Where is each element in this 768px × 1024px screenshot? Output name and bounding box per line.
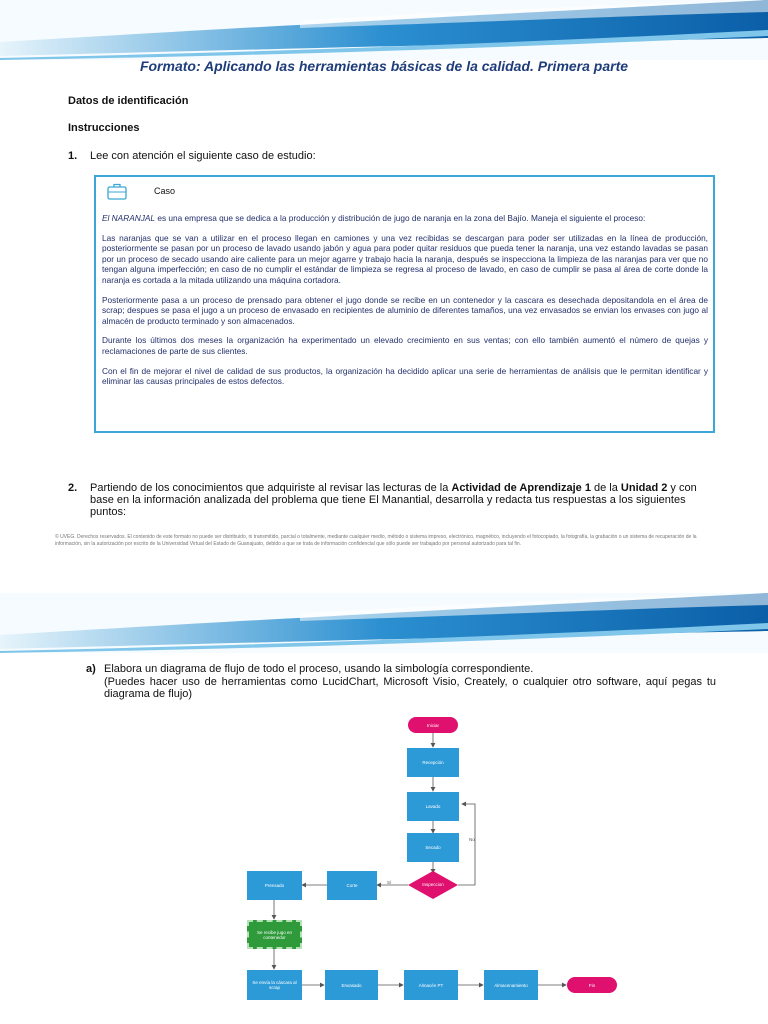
- heading-instrucciones: Instrucciones: [68, 122, 140, 134]
- flowchart: [0, 700, 768, 1000]
- flow-secado: Secado: [407, 833, 459, 862]
- case-box: [94, 175, 715, 433]
- case-label: Caso: [154, 186, 176, 196]
- item-2-number: 2.: [68, 482, 78, 494]
- case-paragraph-5: Con el fin de mejorar el nivel de calidad de sus productos, la organización ha decidido aplicar una serie de herramientas de análisis que le permitan identificar y eliminar las causas principales de estos defectos.: [102, 365, 708, 387]
- flow-almacen-pt: Almacén PT: [404, 970, 458, 1000]
- header-banner: [0, 0, 768, 60]
- flow-prensado: Prensado: [247, 871, 302, 900]
- case-paragraph-1: El NARANJAL es una empresa que se dedica a la producción y distribución de jugo de naranja en la zona del Bajío. Maneja el siguiente el proceso:: [102, 213, 646, 223]
- flow-start: Iniciar: [408, 717, 458, 733]
- flow-lavado: Lavado: [407, 792, 459, 821]
- heading-identificacion: Datos de identificación: [68, 95, 189, 107]
- item-a-letter: a): [86, 663, 96, 675]
- flow-label-si: Sí: [387, 880, 392, 885]
- header-banner-page-2: [0, 593, 768, 653]
- flow-corte: Corte: [327, 871, 377, 900]
- flowchart-connectors: [0, 700, 768, 1000]
- case-paragraph-4: Durante los últimos dos meses la organización ha experimentado un elevado crecimiento en sus ventas; con ello también aumentó el número de quejas y reclamaciones de parte de sus clientes.: [102, 335, 708, 356]
- item-2-text: Partiendo de los conocimientos que adquiriste al revisar las lecturas de la Actividad de Aprendizaje 1 de la Unidad 2 y con base en la información analizada del problema que tiene El Manantial, desarrolla y redacta tus respuestas a los siguientes puntos:: [90, 482, 697, 518]
- flow-recepcion: Recepción: [407, 748, 459, 777]
- case-text: [102, 213, 708, 396]
- briefcase-icon: [106, 180, 128, 207]
- flow-inspeccion-label: Inspeccion: [422, 882, 444, 887]
- flow-jugo-contenedor: Se recibe jugo en contenedor: [247, 920, 302, 949]
- item-a-line1: Elabora un diagrama de flujo de todo el proceso, usando la simbología correspondiente.: [104, 663, 534, 675]
- item-1-text: Lee con atención el siguiente caso de estudio:: [90, 150, 316, 162]
- company-name: El NARANJAL: [102, 213, 156, 223]
- case-paragraph-2: Las naranjas que se van a utilizar en el proceso llegan en camiones y una vez recibidas se descargan para poder ser utilizadas en la línea de producción, posteriormente se pasan por un proceso de lavado usando jabón y agua para poder quitar residuos que pueda tener la naranja, una vez estando lavadas se pasan por un proceso de secado usando aire caliente para un mejor agarre y trabajo hacia la naranja, después se inspecciona la limpieza de las naranjas para ver que no tengan alguna imperfección; en caso de no cumplir el estándar de limpieza se regresa al proceso de lavado, en caso de cumplir se pasa al área de corte donde la naranja es cortada a la mitada utilizando una máquina cortadora.: [102, 232, 708, 285]
- item-a-line2: (Puedes hacer uso de herramientas como LucidChart, Microsoft Visio, Creately, o cualquier otro software, aquí pegas tu diagrama de flujo): [104, 676, 716, 700]
- flow-end: Fin: [567, 977, 617, 993]
- document-title: Formato: Aplicando las herramientas básicas de la calidad. Primera parte: [139, 58, 629, 74]
- flow-label-no: No: [469, 837, 475, 842]
- flow-almacenamiento: Almacenamiento: [484, 970, 538, 1000]
- flow-envasado: Envasado: [325, 970, 378, 1000]
- copyright-notice: © UVEG. Derechos reservados. El contenido de este formato no puede ser distribuido, ni transmitido, parcial o totalmente, mediante cualquier medio, método o sistema impreso, electrónico, magnético, incluyendo el fotocopiado, la fotografía, la grabación o un sistema de recuperación de la información, sin la autorización por escrito de la Universidad Virtual del Estado de Guanajuato, debido a que se trata de información confidencial que sólo puede ser trabajado por personal autorizado para tal fin.: [55, 534, 697, 547]
- item-1-number: 1.: [68, 150, 78, 162]
- case-paragraph-3: Posteriormente pasa a un proceso de prensado para obtener el jugo donde se recibe en un contenedor y la cascara es desechada depositandola en el área de scrap; despues se pasa el jugo a un proceso de envasado en recipientes de aluminio de diferentes tamaños, una vez envasados se envian los envases con jugo al almacén de producto terminado y son almacenados.: [102, 294, 708, 326]
- flow-cascara-scrap: Se envía la cáscara al scrap: [247, 970, 302, 1000]
